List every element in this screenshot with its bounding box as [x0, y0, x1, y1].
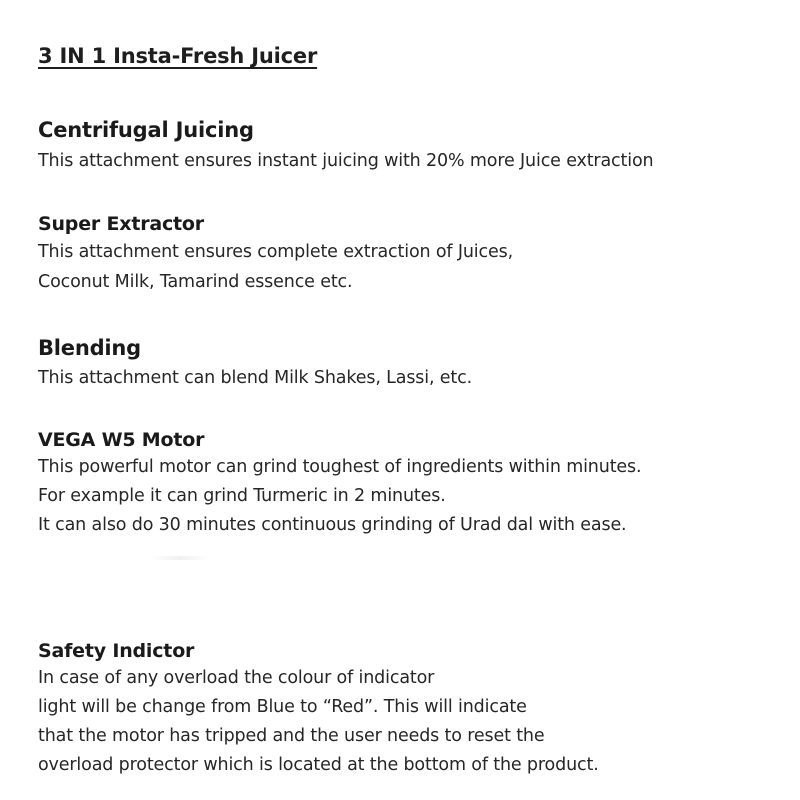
- document-title: 3 IN 1 Insta-Fresh Juicer: [38, 44, 318, 68]
- section-heading: Blending: [38, 336, 142, 360]
- section-super-extractor: [38, 211, 778, 297]
- section-text-line: This attachment ensures complete extraction of Juices,: [38, 242, 513, 262]
- section-heading: Super Extractor: [38, 213, 204, 235]
- section-safety-indicator: [38, 638, 778, 780]
- section-text-line: Coconut Milk, Tamarind essence etc.: [38, 272, 353, 292]
- section-heading: VEGA W5 Motor: [38, 429, 205, 451]
- section-blending: [38, 334, 778, 393]
- section-text-line: that the motor has tripped and the user needs to reset the: [38, 726, 545, 746]
- section-text-line: For example it can grind Turmeric in 2 minutes.: [38, 486, 446, 506]
- section-text-line: This powerful motor can grind toughest of ingredients within minutes.: [38, 457, 642, 477]
- section-centrifugal-juicing: [38, 116, 778, 176]
- section-text-line: This attachment can blend Milk Shakes, Lassi, etc.: [38, 368, 473, 388]
- section-vega-w5-motor: [38, 427, 778, 540]
- scan-smudge: [150, 556, 210, 560]
- section-text-line: light will be change from Blue to “Red”. This will indicate: [38, 697, 527, 717]
- section-heading: Centrifugal Juicing: [38, 118, 254, 142]
- section-heading: Safety Indictor: [38, 640, 195, 662]
- section-text-line: This attachment ensures instant juicing with 20% more Juice extraction: [38, 151, 654, 171]
- section-text-line: In case of any overload the colour of indicator: [38, 668, 435, 688]
- section-text-line: It can also do 30 minutes continuous grinding of Urad dal with ease.: [38, 515, 627, 535]
- section-text-line: overload protector which is located at the bottom of the product.: [38, 755, 599, 775]
